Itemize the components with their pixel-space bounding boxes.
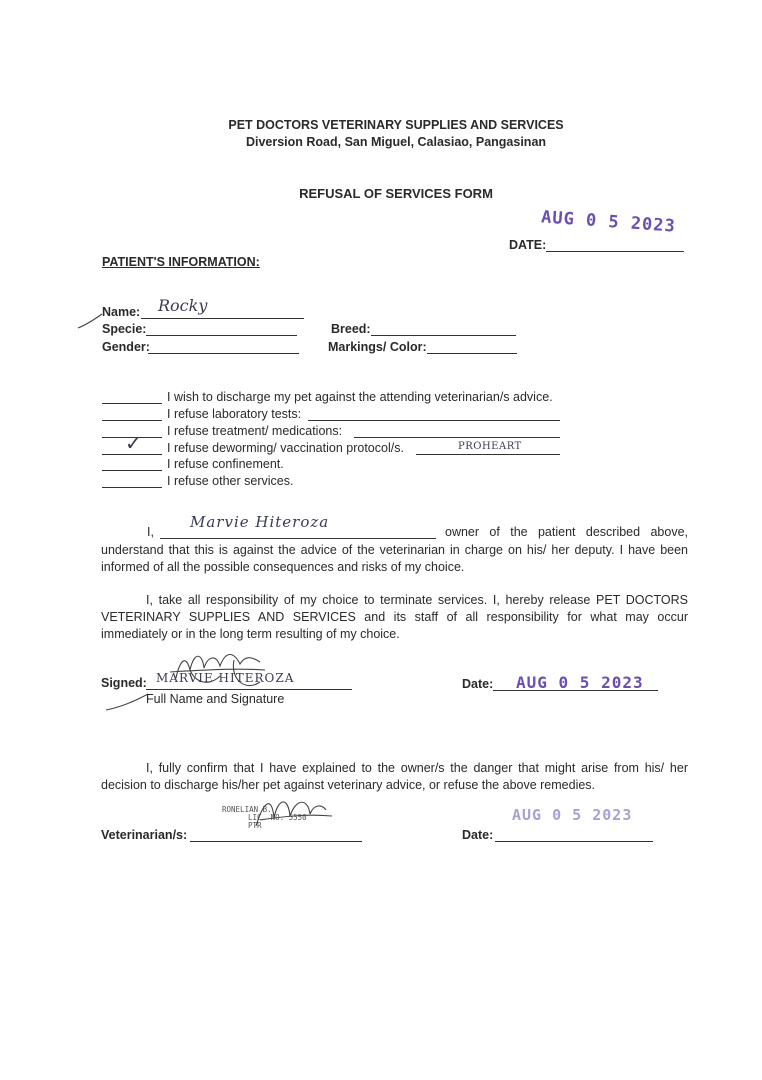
signed-label: Signed: xyxy=(101,676,147,690)
markings-line xyxy=(427,353,517,354)
vet-stamp-ptr: PTR xyxy=(248,821,262,830)
option-detail-line xyxy=(416,454,560,455)
statement1-prefix: I, xyxy=(147,525,154,539)
name-label: Name: xyxy=(102,305,141,319)
form-title: REFUSAL OF SERVICES FORM xyxy=(299,186,493,201)
specie-label: Specie: xyxy=(102,322,147,336)
veterinarian-label: Veterinarian/s: xyxy=(101,828,188,842)
option-text: I refuse other services. xyxy=(167,474,294,488)
date-label: DATE: xyxy=(509,238,547,252)
option-text: I refuse confinement. xyxy=(167,457,284,471)
vet-stamp-license: LIC. NO. 5550 xyxy=(248,813,307,822)
breed-line xyxy=(371,335,516,336)
option-text: I refuse treatment/ medications: xyxy=(167,424,343,438)
signature-line xyxy=(146,689,352,690)
confirmation-text: I, fully confirm that I have explained to the owner/s the danger that might arise from his/ her decision to discharge his/her pet against veterinary advice, or refuse the above remedies. xyxy=(101,761,688,792)
specie-line xyxy=(146,335,297,336)
date-line xyxy=(546,251,684,252)
option-check-mark: ✓ xyxy=(125,431,142,455)
option-text: I wish to discharge my pet against the attending veterinarian/s advice. xyxy=(167,390,553,404)
company-name: PET DOCTORS VETERINARY SUPPLIES AND SERVICES xyxy=(228,118,564,132)
statement1-text: understand that this is against the advice of the veterinarian in charge on his/ her deputy. I have been informed of all the possible consequences and risks of my choice. xyxy=(101,543,688,574)
veterinarian-line xyxy=(190,841,362,842)
name-line xyxy=(141,318,304,319)
statement1-line1-tail: owner of the patient described above, xyxy=(445,525,688,539)
option-text: I refuse laboratory tests: xyxy=(167,407,302,421)
signature-caption: Full Name and Signature xyxy=(146,692,285,706)
option-blank xyxy=(102,470,162,471)
owner-printed-name: MARVIE HITEROZA xyxy=(156,671,295,685)
vet-date-line xyxy=(495,841,653,842)
date-stamp-top: AUG 0 5 2023 xyxy=(540,207,677,237)
breed-label: Breed: xyxy=(331,322,371,336)
statement2-text: I, take all responsibility of my choice to terminate services. I, hereby release PET DOCTORS VETERINARY SUPPLIES AND SERVICES and its staff of all responsibility for what may occur immediately or in the long term resulting of my choice. xyxy=(101,593,688,641)
option-detail-line xyxy=(354,437,560,438)
option-detail-value: PROHEART xyxy=(458,441,522,452)
gender-line xyxy=(148,353,299,354)
gender-label: Gender: xyxy=(102,340,150,354)
vet-signature-icon xyxy=(250,790,340,840)
owner-name-value: Marvie Hiteroza xyxy=(190,513,330,531)
signed-date-label: Date: xyxy=(462,677,494,691)
option-text: I refuse deworming/ vaccination protocol/s. xyxy=(167,441,404,455)
signed-date-stamp: AUG 0 5 2023 xyxy=(516,673,644,692)
patient-name-value: Rocky xyxy=(158,296,208,315)
owner-name-line xyxy=(160,538,436,539)
option-blank xyxy=(102,403,162,404)
vet-stamp-name: RONELIAN B. xyxy=(222,805,272,814)
company-address: Diversion Road, San Miguel, Calasiao, Pangasinan xyxy=(245,135,547,149)
markings-label: Markings/ Color: xyxy=(328,340,427,354)
option-detail-line xyxy=(308,420,560,421)
vet-date-label: Date: xyxy=(462,828,494,842)
patient-section-title: PATIENT'S INFORMATION: xyxy=(102,255,260,269)
option-blank xyxy=(102,420,162,421)
vet-date-stamp: AUG 0 5 2023 xyxy=(512,806,633,824)
option-blank xyxy=(102,487,162,488)
